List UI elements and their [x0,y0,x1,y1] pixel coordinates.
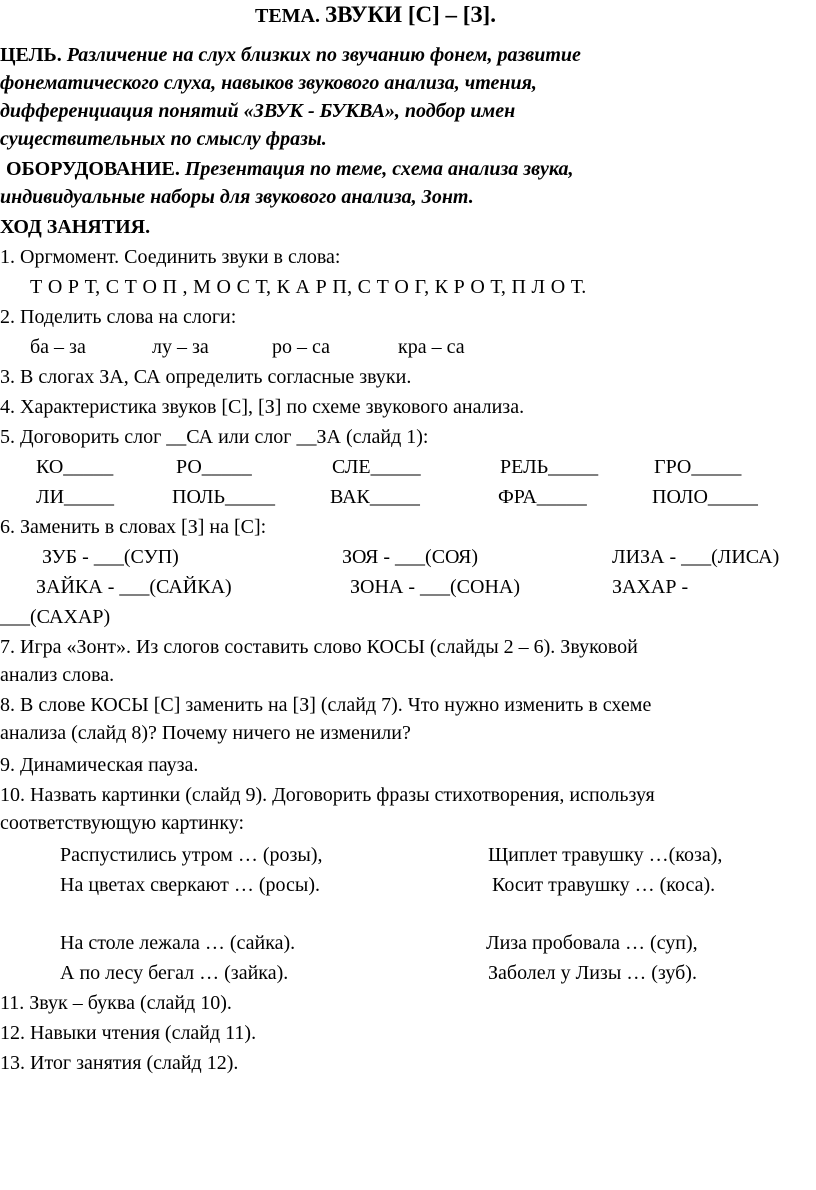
step-9: 9. Динамическая пауза. [0,754,199,776]
syllable: ба – за [30,336,86,358]
step-3: 3. В слогах ЗА, СА определить согласные звуки. [0,366,412,388]
fill-word: ПОЛО_____ [652,486,758,508]
step-8-line-1: 8. В слове КОСЫ [С] заменить на [З] (слайд 7). Что нужно изменить в схеме [0,694,652,716]
replace-word: ЗОЯ - ___(СОЯ) [342,546,479,568]
replace-word: ЗАЙКА - ___(САЙКА) [36,576,232,598]
replace-word: ЗОНА - ___(СОНА) [350,576,520,598]
step-12: 12. Навыки чтения (слайд 11). [0,1022,257,1044]
step-11: 11. Звук – буква (слайд 10). [0,992,232,1014]
title-prefix: ТЕМА [255,5,315,27]
poem-line: На цветах сверкают … (росы). [60,874,321,896]
equipment-text-2: индивидуальные наборы для звукового анализа, Зонт. [0,186,474,208]
poem-line: Распустились утром … (розы), [60,844,323,866]
step-6: 6. Заменить в словах [З] на [С]: [0,516,267,538]
step-7-line-2: анализ слова. [0,664,115,686]
replace-word: ЗАХАР - [612,576,689,598]
replace-word: ЛИЗА - ___(ЛИСА) [612,546,780,568]
step-8-line-2: анализа (слайд 8)? Почему ничего не изменили? [0,722,411,744]
step-1: 1. Оргмомент. Соединить звуки в слова: [0,246,341,268]
fill-word: ФРА_____ [498,486,587,508]
fill-word: ПОЛЬ_____ [172,486,275,508]
equipment-label: ОБОРУДОВАНИЕ. [6,158,180,180]
goal-text-4: существительных по смыслу фразы. [0,128,327,150]
goal-text-3: дифференциация понятий «ЗВУК - БУКВА», подбор имен [0,100,516,122]
poem-line: А по лесу бегал … (зайка). [60,962,289,984]
course-heading: ХОД ЗАНЯТИЯ. [0,216,151,238]
fill-word: ГРО_____ [654,456,742,478]
poem-line: Щиплет травушку …(коза), [488,844,723,866]
step-10-line-1: 10. Назвать картинки (слайд 9). Договорить фразы стихотворения, используя [0,784,655,806]
poem-line: Косит травушку … (коса). [492,874,716,896]
step-10-line-2: соответствующую картинку: [0,812,245,834]
step-6-row-3: ___(САХАР) [0,606,111,628]
step-5: 5. Договорить слог __СА или слог __ЗА (слайд 1): [0,426,429,448]
step-7-line-1: 7. Игра «Зонт». Из слогов составить слово КОСЫ (слайды 2 – 6). Звуковой [0,636,638,658]
title-text: ЗВУКИ [С] – [З]. [325,2,496,27]
replace-word: ЗУБ - ___(СУП) [42,546,179,568]
syllable: ро – са [272,336,330,358]
syllable: кра – са [398,336,465,358]
fill-word: РО_____ [176,456,252,478]
goal-text-1: Различение на слух близких по звучанию фонем, развитие [66,44,581,66]
goal-label: ЦЕЛЬ. [0,44,62,66]
step-1-words: Т О Р Т, С Т О П , М О С Т, К А Р П, С Т О Г, К Р О Т, П Л О Т. [30,276,587,298]
goal-text-2: фонематического слуха, навыков звукового анализа, чтения, [0,72,537,94]
fill-word: КО_____ [36,456,114,478]
syllable: лу – за [152,336,209,358]
goal-line-1 [0,42,581,68]
fill-word: СЛЕ_____ [332,456,421,478]
fill-word: ВАК_____ [330,486,420,508]
equipment-text-1: Презентация по теме, схема анализа звука, [184,158,574,180]
fill-word: ЛИ_____ [36,486,115,508]
equipment-line-1 [6,156,574,182]
poem-line: На столе лежала … (сайка). [60,932,296,954]
page-title: ТЕМА. ЗВУКИ [С] – [З]. [255,2,496,27]
step-13: 13. Итог занятия (слайд 12). [0,1052,239,1074]
step-4: 4. Характеристика звуков [С], [З] по схеме звукового анализа. [0,396,525,418]
fill-word: РЕЛЬ_____ [500,456,599,478]
poem-line: Лиза пробовала … (суп), [486,932,698,954]
poem-line: Заболел у Лизы … (зуб). [488,962,697,984]
step-2: 2. Поделить слова на слоги: [0,306,237,328]
